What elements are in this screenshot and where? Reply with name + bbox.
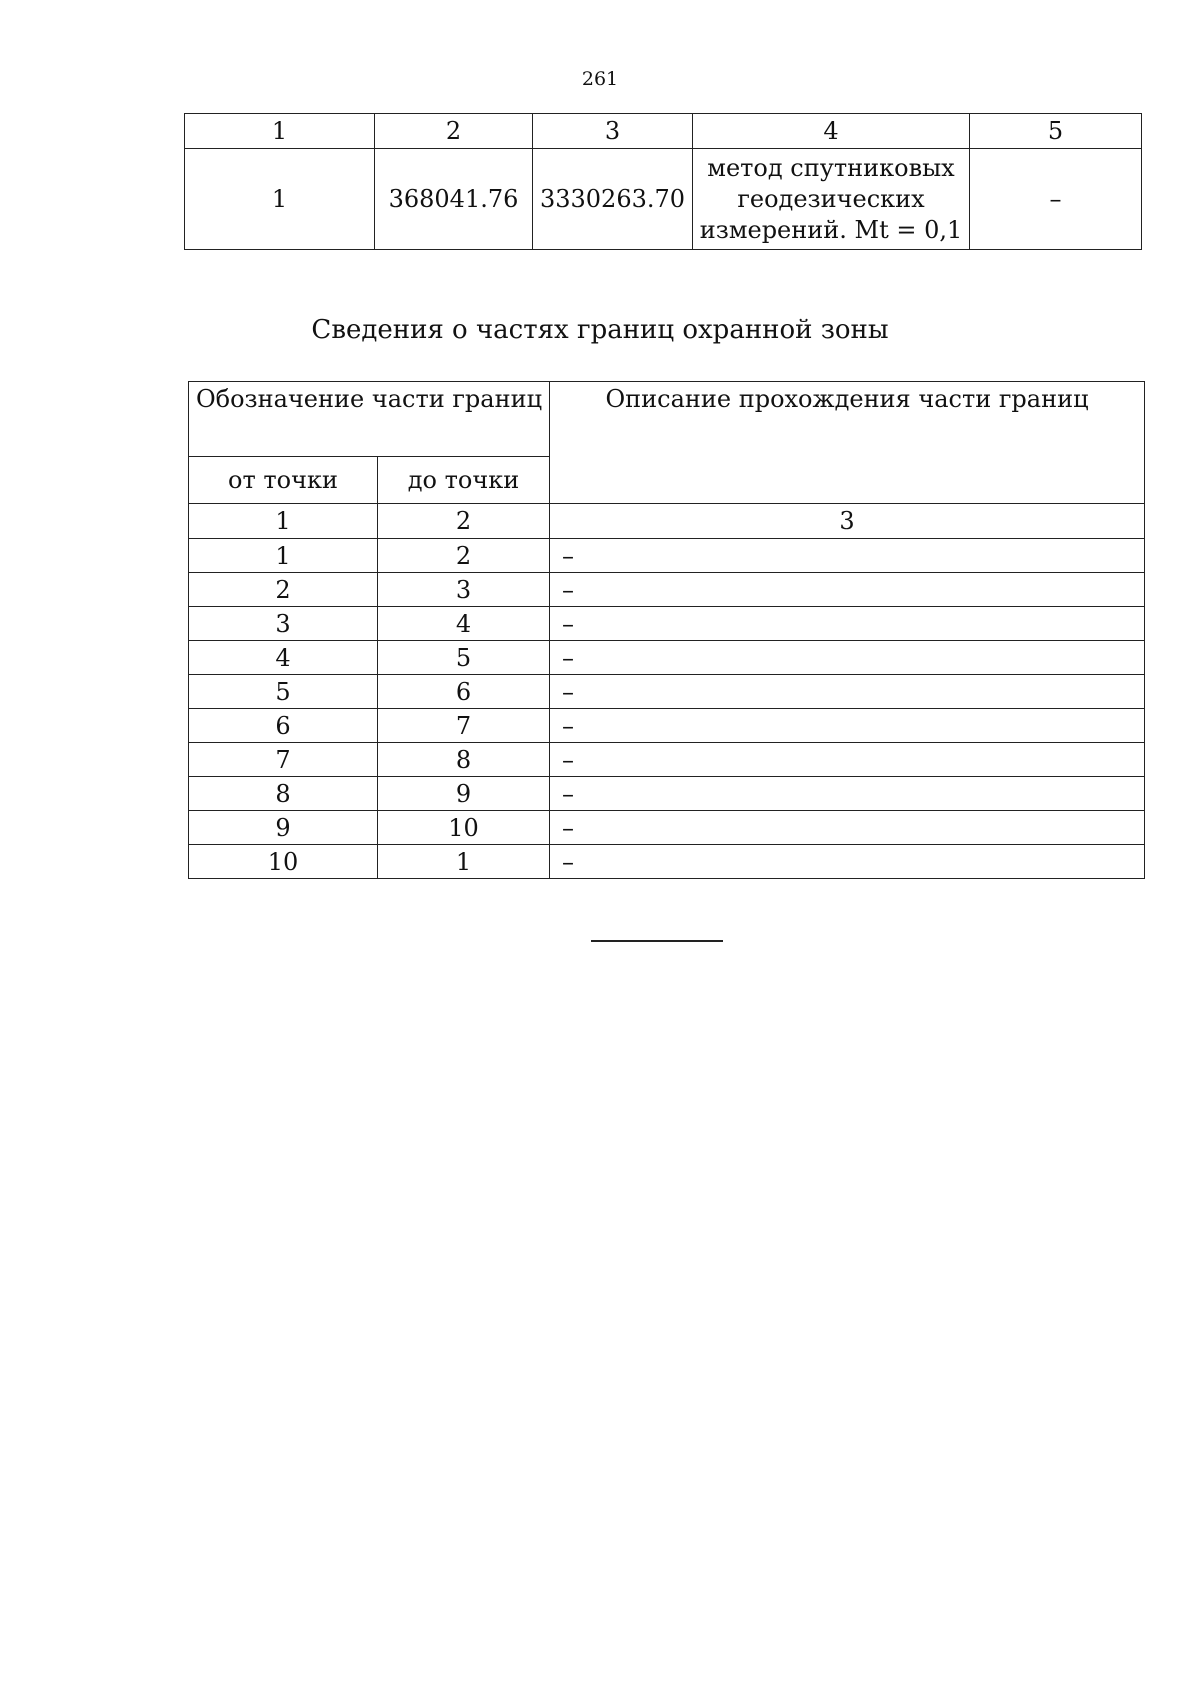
column-number: 3 — [550, 504, 1145, 539]
coordinate-y: 3330263.70 — [533, 149, 693, 250]
column-number: 1 — [189, 504, 378, 539]
from-point-cell: 2 — [189, 573, 378, 607]
from-point-cell: 3 — [189, 607, 378, 641]
description-cell: – — [550, 743, 1145, 777]
column-number: 1 — [185, 114, 375, 149]
method-line: измерений. Mt = 0,1 — [699, 215, 963, 244]
to-point-cell: 8 — [378, 743, 550, 777]
table-row — [189, 607, 1145, 641]
footer-divider — [591, 940, 723, 942]
description-cell: – — [550, 539, 1145, 573]
table-row — [189, 777, 1145, 811]
to-point-cell: 10 — [378, 811, 550, 845]
table-row — [189, 675, 1145, 709]
point-number: 1 — [185, 149, 375, 250]
table-header-row — [185, 114, 1142, 149]
description-cell: – — [550, 709, 1145, 743]
description-cell: – — [550, 573, 1145, 607]
to-point-cell: 3 — [378, 573, 550, 607]
to-point-cell: 7 — [378, 709, 550, 743]
description-cell: – — [550, 777, 1145, 811]
column-numbers-row — [189, 504, 1145, 539]
column-number: 4 — [693, 114, 970, 149]
column-number: 5 — [970, 114, 1142, 149]
to-point-cell: 4 — [378, 607, 550, 641]
column-number: 2 — [375, 114, 533, 149]
header-from-point: от точки — [189, 457, 378, 504]
description-cell: – — [550, 811, 1145, 845]
to-point-cell: 6 — [378, 675, 550, 709]
section-title: Сведения о частях границ охранной зоны — [311, 315, 889, 345]
header-to-point: до точки — [378, 457, 550, 504]
description-cell: – — [550, 607, 1145, 641]
header-designation: Обозначение части границ — [189, 382, 550, 457]
description-cell: – — [550, 845, 1145, 879]
from-point-cell: 7 — [189, 743, 378, 777]
boundary-parts-table — [188, 381, 1145, 879]
table-row — [189, 573, 1145, 607]
column-number: 3 — [533, 114, 693, 149]
to-point-cell: 9 — [378, 777, 550, 811]
method-line: метод спутниковых — [707, 153, 955, 182]
from-point-cell: 8 — [189, 777, 378, 811]
table-row — [189, 743, 1145, 777]
to-point-cell: 2 — [378, 539, 550, 573]
table-row — [189, 709, 1145, 743]
table-row — [185, 149, 1142, 250]
from-point-cell: 1 — [189, 539, 378, 573]
table-header-row — [189, 382, 1145, 457]
description-cell: – — [550, 675, 1145, 709]
extra-value: – — [970, 149, 1142, 250]
table-row — [189, 845, 1145, 879]
to-point-cell: 5 — [378, 641, 550, 675]
from-point-cell: 5 — [189, 675, 378, 709]
header-description: Описание прохождения части границ — [550, 382, 1145, 504]
measurement-method — [693, 149, 970, 250]
to-point-cell: 1 — [378, 845, 550, 879]
table-row — [189, 539, 1145, 573]
from-point-cell: 6 — [189, 709, 378, 743]
column-number: 2 — [378, 504, 550, 539]
method-line: геодезических — [737, 184, 925, 213]
from-point-cell: 10 — [189, 845, 378, 879]
coordinate-x: 368041.76 — [375, 149, 533, 250]
from-point-cell: 4 — [189, 641, 378, 675]
table-row — [189, 811, 1145, 845]
description-cell: – — [550, 641, 1145, 675]
from-point-cell: 9 — [189, 811, 378, 845]
table-row — [189, 641, 1145, 675]
coordinates-table — [184, 113, 1142, 250]
page-number: 261 — [581, 68, 619, 90]
